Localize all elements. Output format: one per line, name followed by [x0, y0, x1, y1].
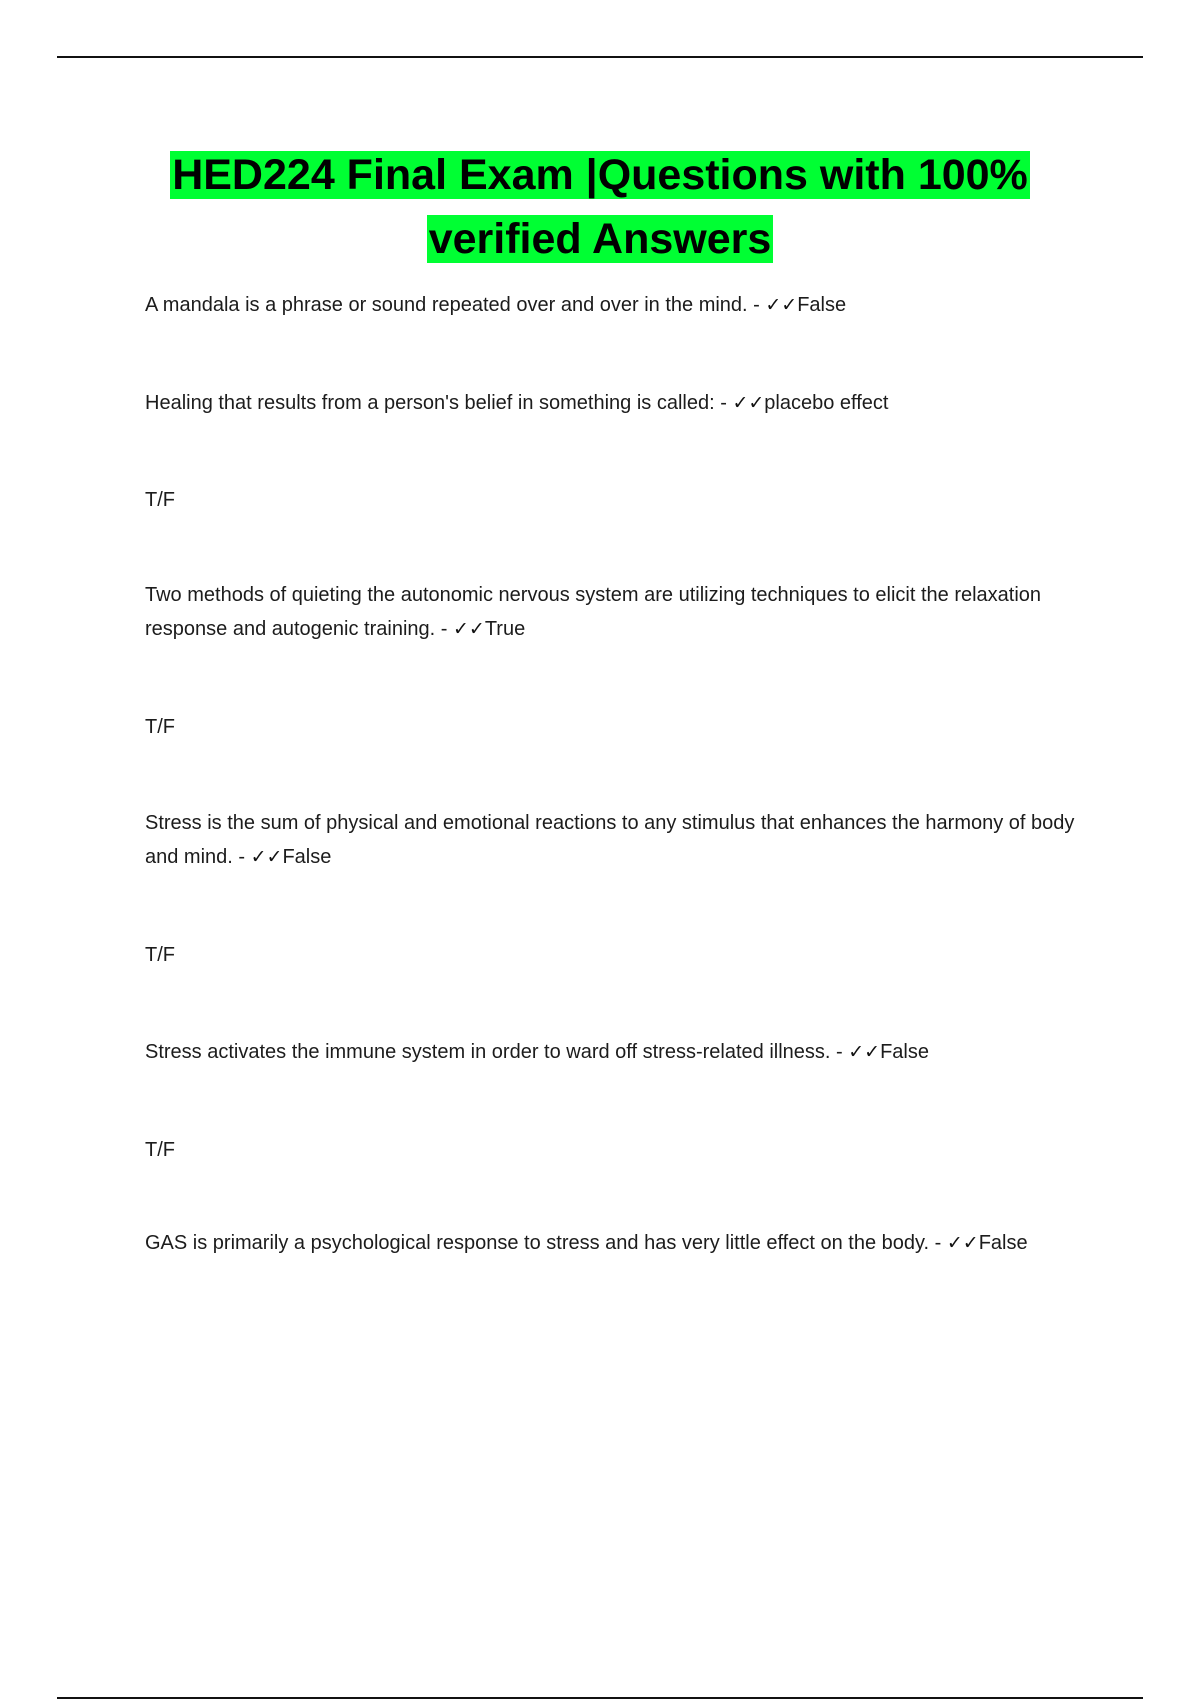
- list-item: [145, 288, 1075, 322]
- double-check-icon: ✓✓: [946, 1232, 979, 1254]
- question-text: A mandala is a phrase or sound repeated over and over in the mind. -: [145, 294, 766, 316]
- list-item: [145, 938, 1075, 972]
- top-rule: [57, 56, 1143, 58]
- question-text: T/F: [145, 944, 175, 966]
- list-item: [145, 386, 1075, 420]
- double-check-icon: ✓✓: [848, 1041, 881, 1063]
- question-text: Stress is the sum of physical and emotional reactions to any stimulus that enhances the harmony of body and mind. -: [145, 812, 1075, 868]
- list-item: [145, 483, 1075, 517]
- answer-text: False: [880, 1041, 929, 1063]
- question-text: T/F: [145, 1139, 175, 1161]
- double-check-icon: ✓✓: [250, 846, 283, 868]
- double-check-icon: ✓✓: [452, 618, 485, 640]
- list-item: [145, 1035, 1075, 1069]
- answer-text: False: [282, 846, 332, 868]
- title-line-1: HED224 Final Exam |Questions with 100%: [172, 151, 1028, 199]
- answer-text: placebo effect: [764, 392, 889, 414]
- double-check-icon: ✓✓: [732, 392, 765, 414]
- answer-text: False: [978, 1232, 1028, 1254]
- double-check-icon: ✓✓: [765, 294, 798, 316]
- question-text: T/F: [145, 716, 175, 738]
- list-item: [145, 1226, 1075, 1260]
- question-text: GAS is primarily a psychological response to stress and has very little effect on the body. -: [145, 1232, 947, 1254]
- bottom-rule: [57, 1697, 1143, 1699]
- question-text: Two methods of quieting the autonomic nervous system are utilizing techniques to elicit the relaxation response and autogenic training. -: [145, 584, 1042, 640]
- answer-text: False: [797, 294, 847, 316]
- answer-text: True: [484, 618, 526, 640]
- question-text: T/F: [145, 489, 175, 511]
- question-text: Healing that results from a person's belief in something is called: -: [145, 392, 733, 414]
- list-item: [145, 806, 1075, 874]
- document-title: [100, 143, 1100, 271]
- list-item: [145, 578, 1075, 646]
- title-line-2: verified Answers: [428, 215, 772, 263]
- list-item: [145, 710, 1075, 744]
- list-item: [145, 1133, 1075, 1167]
- question-text: Stress activates the immune system in order to ward off stress-related illness. -: [145, 1041, 849, 1063]
